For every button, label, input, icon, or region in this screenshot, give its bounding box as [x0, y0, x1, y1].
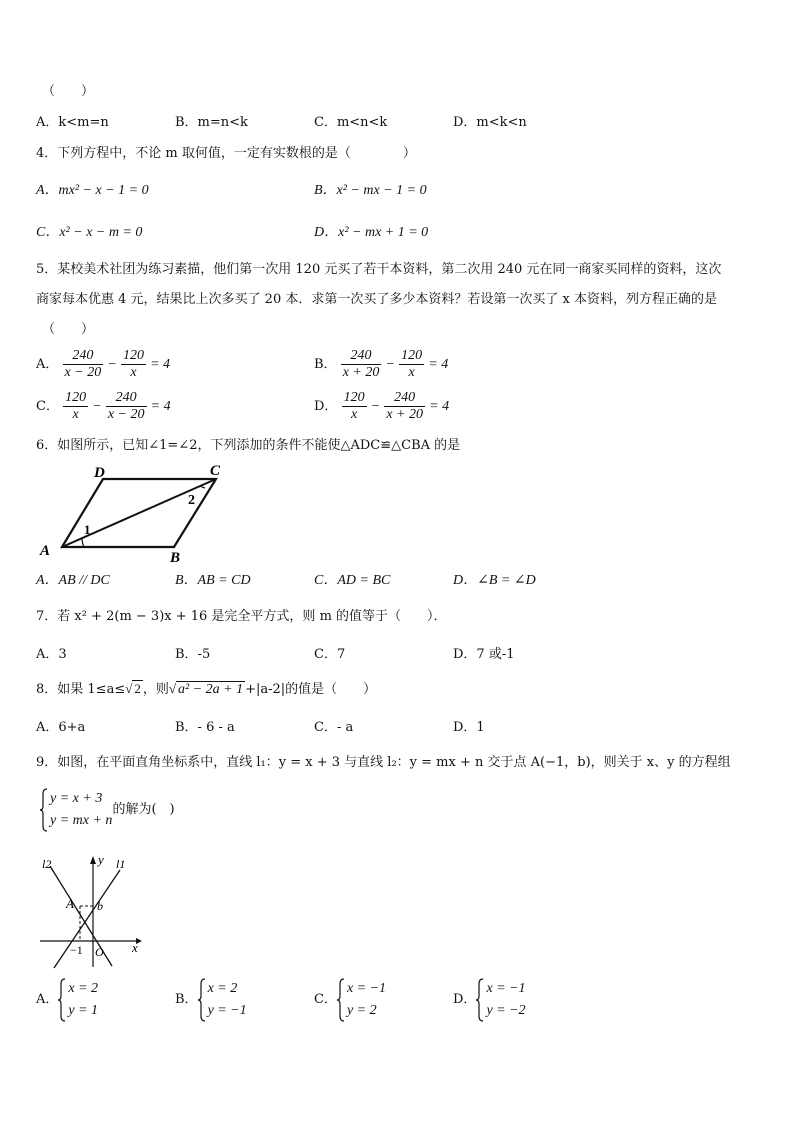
fraction: $\frac{240}{x + 20}$ — [342, 348, 380, 380]
label-angle-2: 2 — [188, 493, 195, 508]
fraction: $\frac{120}{x}$ — [343, 390, 365, 422]
q5-option-a: A． $\frac{240}{x - 20}$ − $\frac{120}{x}$ = 4 — [36, 348, 171, 380]
q8-option-d: D．1 — [453, 720, 485, 735]
fraction: $\frac{120}{x}$ — [122, 348, 144, 380]
label-l1: l1 — [116, 857, 126, 871]
q4-option-a: A．mx² − x − 1 = 0 — [36, 183, 149, 198]
label-x: x — [132, 940, 138, 955]
q3-option-c: C．m<n<k — [314, 115, 388, 130]
q7-option-d: D．7 或-1 — [453, 647, 515, 662]
label-origin: O — [95, 945, 104, 959]
y-axis-arrow — [90, 856, 96, 864]
q7-stem: 7．若 x² + 2(m − 3)x + 16 是完全平方式，则 m 的值等于（ ）． — [36, 609, 447, 624]
parallelogram-figure — [36, 458, 256, 568]
q3-option-d: D．m<k<n — [453, 115, 527, 130]
q5-paren: （ ） — [42, 322, 95, 337]
q6-option-c: C．AD = BC — [314, 573, 391, 588]
q6-option-d: D．∠B = ∠D — [453, 573, 536, 588]
q7-option-b: B．-5 — [175, 647, 211, 662]
option-label: B． — [314, 357, 337, 372]
q8-option-b: B．- 6 - a — [175, 720, 235, 735]
label-y: y — [98, 852, 104, 867]
sqrt-2: 2 — [134, 681, 141, 696]
q7-option-a: A．3 — [36, 647, 67, 662]
left-brace — [40, 788, 48, 832]
q5-line1: 5．某校美术社团为练习素描，他们第一次用 120 元买了若干本资料，第二次用 240 元在同一商家买同样的资料，这次 — [36, 262, 722, 277]
fraction: $\frac{240}{x - 20}$ — [107, 390, 145, 422]
q9-system: y = x + 3 y = mx + n 的解为( ) — [40, 788, 175, 832]
angle-2-arc — [200, 486, 205, 488]
option-label: A． — [36, 357, 59, 372]
fraction: $\frac{120}{x}$ — [65, 390, 87, 422]
q6-stem: 6．如图所示，已知∠1=∠2，下列添加的条件不能使△ADC≌△CBA 的是 — [36, 438, 461, 453]
q4-option-c: C．x² − x − m = 0 — [36, 225, 143, 240]
label-b: B — [170, 550, 181, 566]
label-b: b — [97, 899, 103, 913]
q8-option-a: A．6+a — [36, 720, 86, 735]
q6-option-b: B．AB = CD — [175, 573, 251, 588]
q8-stem: 8．如果 1≤a≤√ 2 ，则√ a² − 2a + 1 +|a-2|的值是（ ） — [36, 681, 377, 697]
q4-option-b: B．x² − mx − 1 = 0 — [314, 183, 427, 198]
q5-option-d: D． $\frac{120}{x}$ − $\frac{240}{x + 20}$ = 4 — [314, 390, 450, 422]
label-a: A — [66, 896, 74, 911]
q9-option-b: B． x = 2 y = −1 — [175, 978, 247, 1022]
option-label: D． — [314, 399, 338, 414]
line-l1 — [54, 870, 120, 968]
q5-line2: 商家每本优惠 4 元，结果比上次多买了 20 本．求第一次买了多少本资料？若设第一次买了 x 本资料，列方程正确的是 — [36, 292, 717, 307]
q7-option-c: C．7 — [314, 647, 346, 662]
fraction: $\frac{120}{x}$ — [401, 348, 423, 380]
label-c: C — [210, 463, 221, 479]
q9-stem: 9．如图，在平面直角坐标系中，直线 l₁：y = x + 3 与直线 l₂：y = mx + n 交于点 A(−1，b)，则关于 x、y 的方程组 — [36, 755, 731, 770]
q4-stem: 4．下列方程中，不论 m 取何值，一定有实数根的是（ ） — [36, 146, 416, 161]
fraction: $\frac{240}{x - 20}$ — [64, 348, 102, 380]
label-neg1: −1 — [70, 943, 83, 957]
radicand: a² − 2a + 1 — [178, 682, 244, 697]
label-a: A — [40, 543, 51, 559]
label-l2: l2 — [42, 857, 52, 871]
q4-option-d: D．x² − mx + 1 = 0 — [314, 225, 429, 240]
label-d: D — [94, 465, 105, 481]
coordinate-figure — [36, 852, 146, 972]
q5-option-b: B． $\frac{240}{x + 20}$ − $\frac{120}{x}$ = 4 — [314, 348, 449, 380]
fraction: $\frac{240}{x + 20}$ — [386, 390, 423, 422]
q9-option-d: D． x = −1 y = −2 — [453, 978, 526, 1022]
q6-option-a: A．AB // DC — [36, 573, 110, 588]
q3-option-b: B．m=n<k — [175, 115, 248, 130]
q3-paren: （ ） — [42, 84, 95, 99]
label-angle-1: 1 — [84, 522, 91, 537]
option-label: C． — [36, 399, 59, 414]
q9-option-c: C． x = −1 y = 2 — [314, 978, 386, 1022]
q9-option-a: A． x = 2 y = 1 — [36, 978, 98, 1022]
angle-1-arc — [82, 538, 84, 547]
q8-option-c: C．- a — [314, 720, 354, 735]
q3-option-a: A．k<m=n — [36, 115, 109, 130]
q5-option-c: C． $\frac{120}{x}$ − $\frac{240}{x - 20}$ = 4 — [36, 390, 171, 422]
